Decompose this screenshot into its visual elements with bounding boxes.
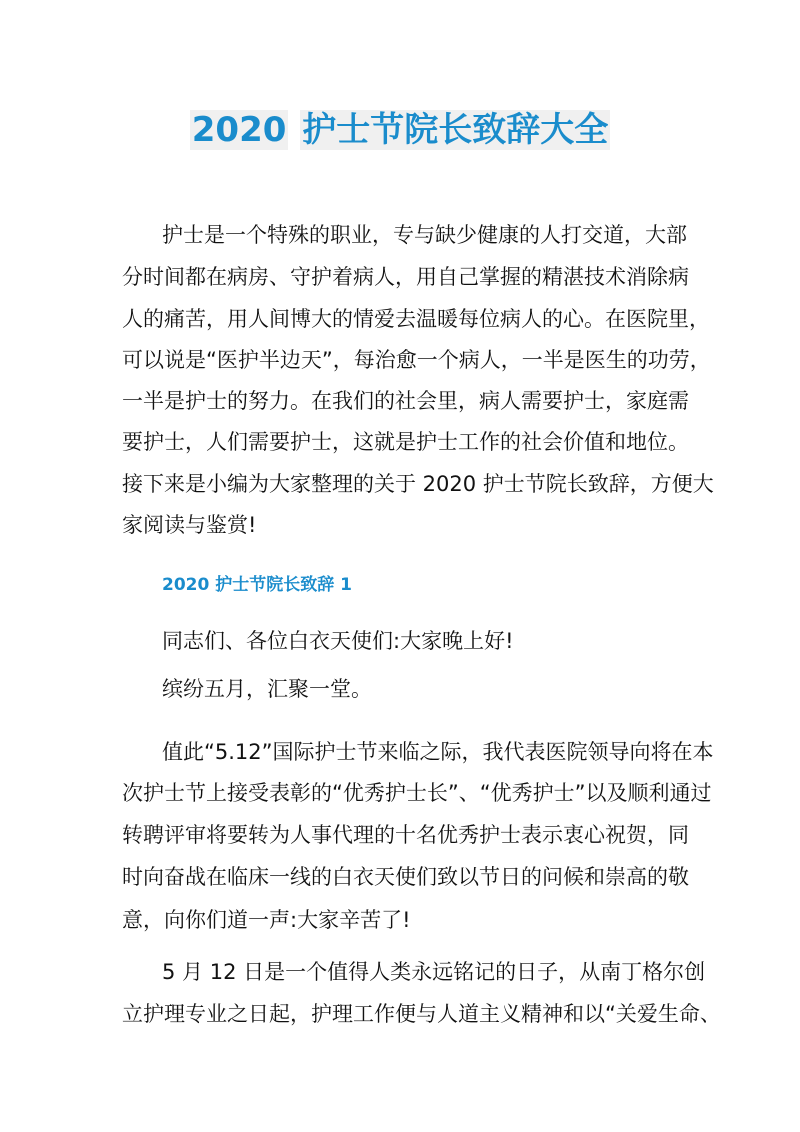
intro-line: 要护士，人们需要护士，这就是护士工作的社会价值和地位。 [122,430,689,454]
title-text: 护士节院长致辞大全 [302,110,609,150]
para3-line: 时向奋战在临床一线的白衣天使们致以节日的问候和崇高的敬 [122,865,689,889]
para3-line: 转聘评审将要转为人事代理的十名优秀护士表示衷心祝贺，同 [122,823,689,847]
para3-line: 意，向你们道一声:大家辛苦了! [122,908,411,932]
section-heading: 2020 护士节院长致辞 1 [162,575,352,595]
intro-line: 一半是护士的努力。在我们的社会里，病人需要护士，家庭需 [122,389,689,413]
intro-line: 接下来是小编为大家整理的关于 2020 护士节院长致辞，方便大 [122,472,714,496]
intro-line: 家阅读与鉴赏! [122,513,257,537]
intro-line: 分时间都在病房、守护着病人，用自己掌握的精湛技术消除病 [122,265,689,289]
title-year: 2020 [191,110,287,150]
para4-line: 5 月 12 日是一个值得人类永远铭记的日子，从南丁格尔创 [162,960,706,984]
intro-line: 人的痛苦，用人间博大的情爱去温暖每位病人的心。在医院里， [122,307,710,331]
intro-line: 可以说是“医护半边天”，每治愈一个病人，一半是医生的功劳， [122,348,711,372]
opening: 缤纷五月，汇聚一堂。 [162,677,372,701]
para3-line: 次护士节上接受表彰的“优秀护士长”、“优秀护士”以及顺利通过 [122,781,712,805]
intro-line: 护士是一个特殊的职业，专与缺少健康的人打交道，大部 [162,223,687,247]
greeting: 同志们、各位白衣天使们:大家晚上好! [162,629,514,653]
para3-line: 值此“5.12”国际护士节来临之际，我代表医院领导向将在本 [162,740,714,764]
para4-line: 立护理专业之日起，护理工作便与人道主义精神和以“关爱生命、 [122,1002,721,1026]
document-title [0,108,800,152]
